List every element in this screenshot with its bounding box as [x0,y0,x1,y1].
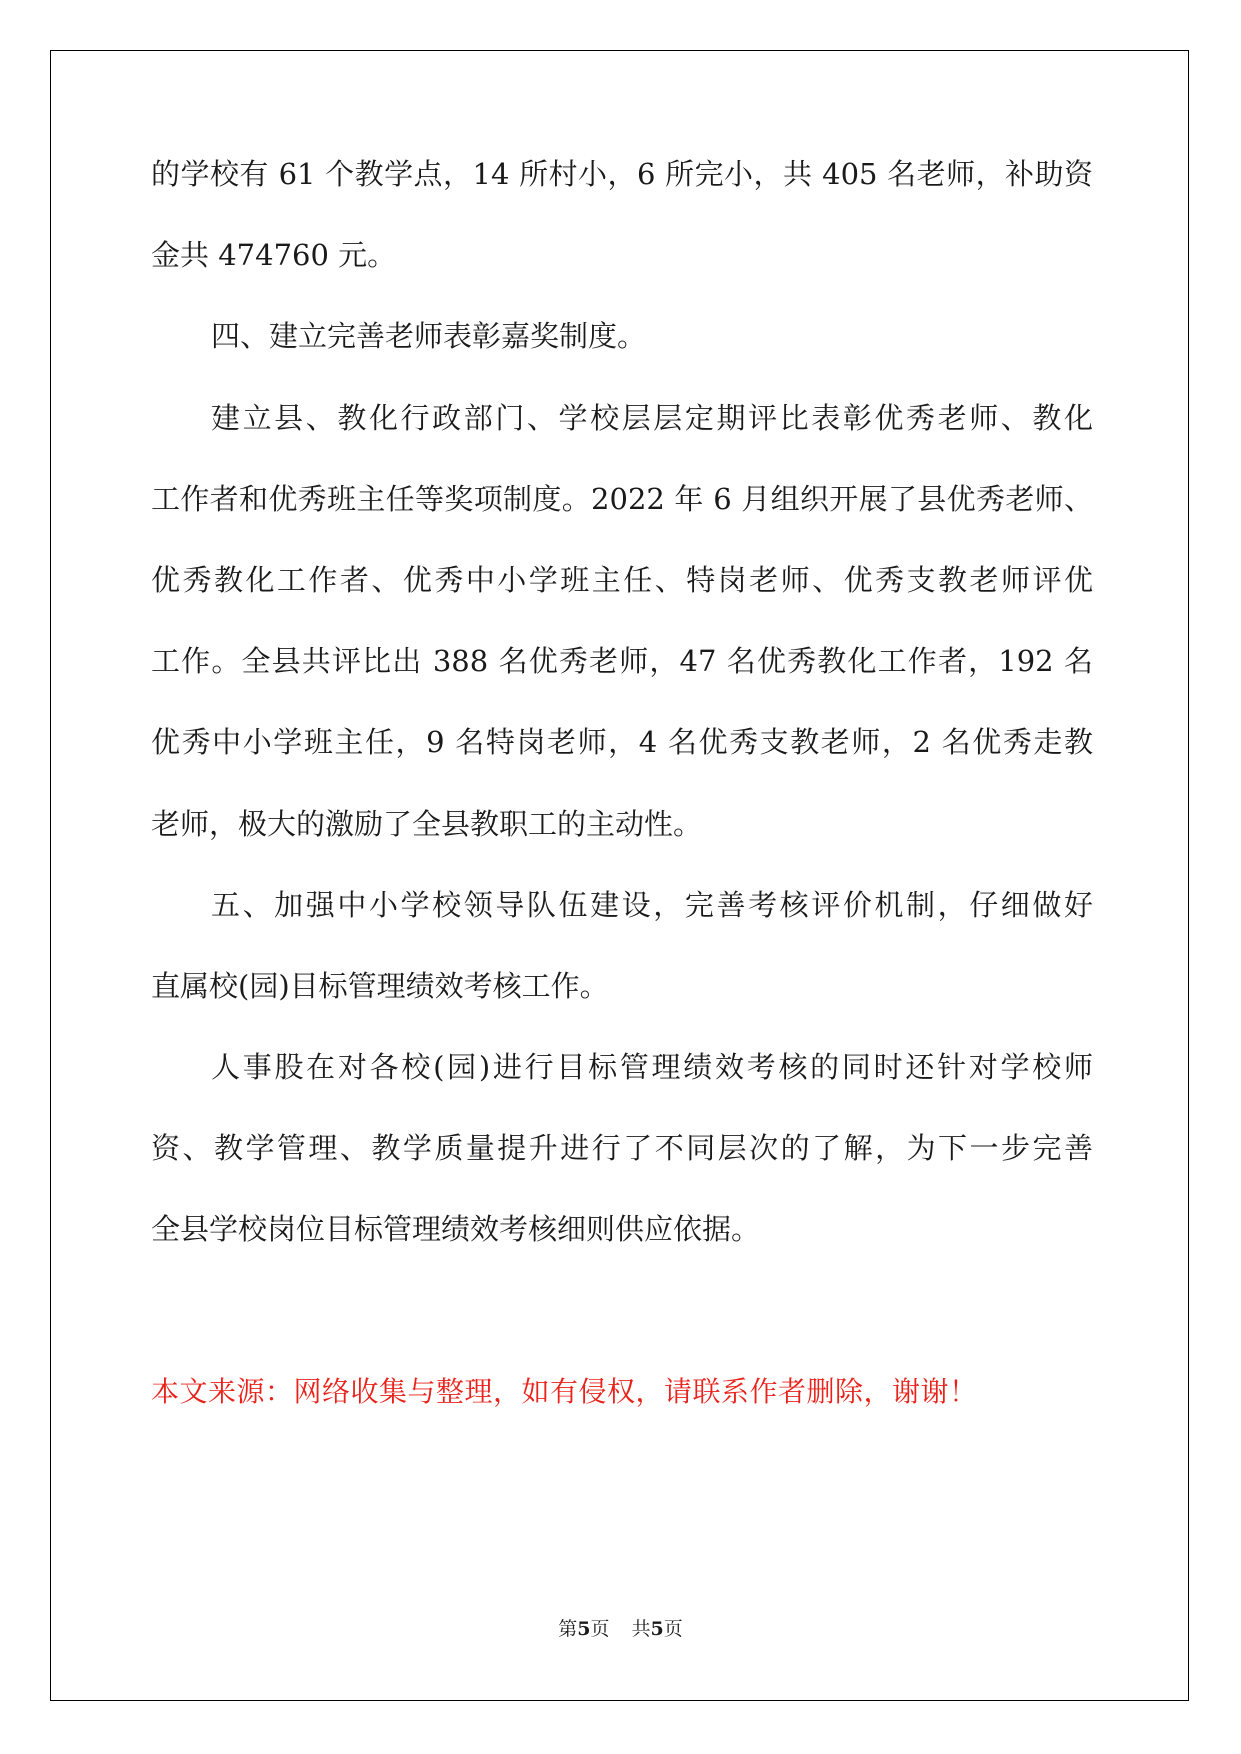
section-heading-continued: 直属校(园)目标管理绩效考核工作。 [151,968,609,1003]
paragraph-line: 建立县、教化行政部门、学校层层定期评比表彰优秀老师、教化 [211,400,1093,435]
page-total: 5 [650,1618,664,1640]
section-heading: 五、加强中小学校领导队伍建设，完善考核评价机制，仔细做好 [211,887,1093,922]
page-current: 5 [577,1618,591,1640]
paragraph-line: 人事股在对各校(园)进行目标管理绩效考核的同时还针对学校师 [211,1050,1093,1085]
paragraph-line: 资、教学管理、教学质量提升进行了不同层次的了解，为下一步完善 [151,1131,1093,1166]
paragraph-line: 工作。全县共评比出 388 名优秀老师，47 名优秀教化工作者，192 名 [151,644,1093,679]
paragraph-line: 的学校有 61 个教学点，14 所村小，6 所完小，共 405 名老师，补助资 [151,157,1093,191]
page-prefix: 第 [558,1618,578,1640]
document-body [151,157,1093,1297]
source-note: 本文来源：网络收集与整理，如有侵权，请联系作者删除，谢谢！ [151,1375,978,1408]
paragraph-line: 优秀中小学班主任，9 名特岗老师，4 名优秀支教老师，2 名优秀走教 [151,725,1093,760]
paragraph-line: 老师，极大的激励了全县教职工的主动性。 [151,806,703,841]
page-footer [0,1620,1241,1639]
page-mid: 页 [590,1618,610,1640]
paragraph-line: 优秀教化工作者、优秀中小学班主任、特岗老师、优秀支教老师评优 [151,562,1093,597]
paragraph-line: 全县学校岗位目标管理绩效考核细则供应依据。 [151,1212,761,1247]
total-prefix: 共 [631,1618,651,1640]
total-suffix: 页 [663,1618,683,1640]
paragraph-line: 工作者和优秀班主任等奖项制度。2022 年 6 月组织开展了县优秀老师、 [151,481,1093,516]
paragraph-line: 金共 474760 元。 [151,238,397,273]
section-heading: 四、建立完善老师表彰嘉奖制度。 [211,319,647,354]
